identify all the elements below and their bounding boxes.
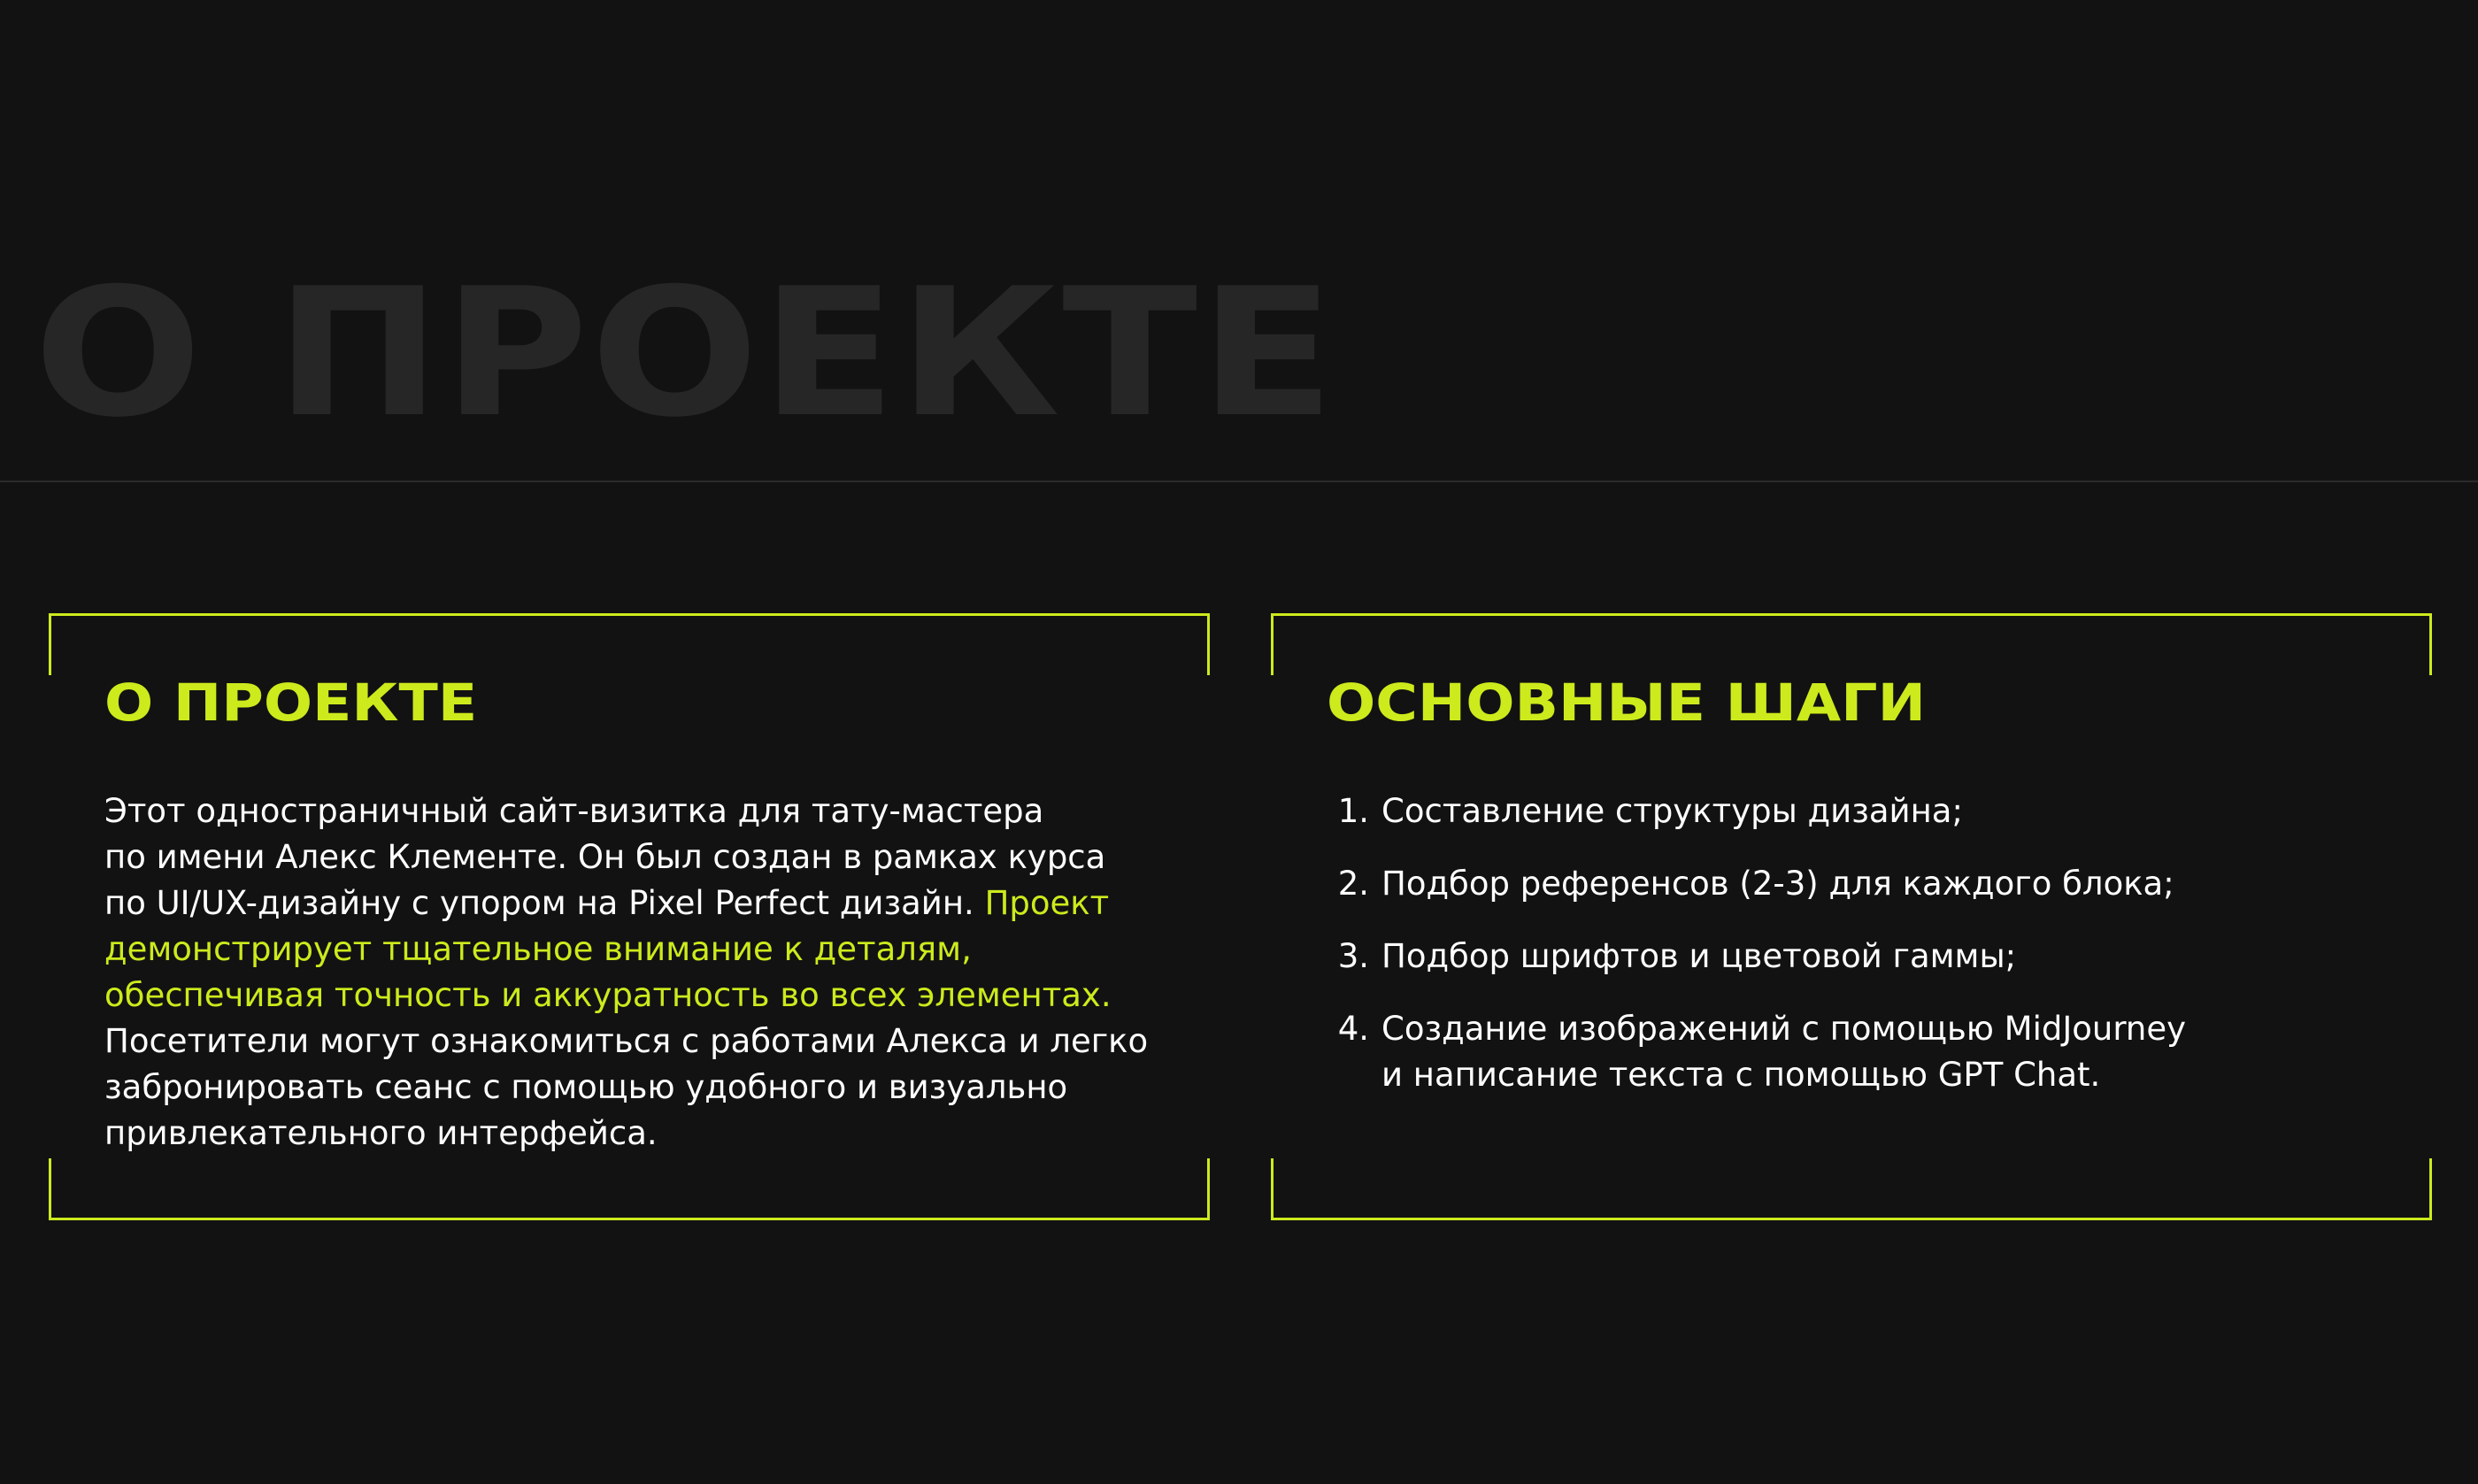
- step-item: [1327, 861, 2186, 907]
- step-number: 1.: [1337, 792, 1369, 830]
- step-item: [1327, 1006, 2186, 1098]
- frame-bottom: [1271, 1218, 2432, 1220]
- step-item: [1327, 934, 2186, 980]
- steps-card: [1271, 613, 2432, 1220]
- step-number: 3.: [1337, 937, 1369, 975]
- step-text-continued: и написание текста с помощью GPT Chat.: [1381, 1056, 2101, 1094]
- step-text: Подбор шрифтов и цветовой гаммы;: [1381, 937, 2017, 975]
- frame-corner-top-right: [2429, 613, 2432, 675]
- frame-corner-bottom-right: [2429, 1158, 2432, 1220]
- step-text: Составление структуры дизайна;: [1381, 792, 1963, 830]
- frame-bottom: [49, 1218, 1210, 1220]
- description-line: по имени Алекс Клементе. Он был создан в рамках курса: [104, 838, 1106, 876]
- hero-title: О ПРОЕКТЕ: [34, 250, 1337, 457]
- about-card: [49, 613, 1210, 1220]
- description-highlight: Проект: [984, 884, 1110, 922]
- description-highlight: демонстрирует тщательное внимание к деталям,: [104, 930, 972, 968]
- step-number: 4.: [1337, 1010, 1369, 1048]
- about-card-title: О ПРОЕКТЕ: [104, 673, 478, 733]
- step-text: Создание изображений с помощью MidJourney: [1381, 1010, 2187, 1048]
- description-highlight: обеспечивая точность и аккуратность во всех элементах.: [104, 976, 1112, 1014]
- frame-corner-top-right: [1207, 613, 1210, 675]
- step-text-multiline: [1381, 1006, 2186, 1098]
- description-line: Посетители могут ознакомиться с работами Алекса и легко: [104, 1022, 1149, 1060]
- description-line: привлекательного интерфейса.: [104, 1114, 658, 1152]
- description-line: [104, 880, 1166, 927]
- description-text: по UI/UX-дизайну с упором на Pixel Perfect дизайн.: [104, 884, 974, 922]
- frame-corner-bottom-right: [1207, 1158, 1210, 1220]
- frame-corner-top-left: [1271, 613, 1274, 675]
- step-text: Подбор референсов (2-3) для каждого блока;: [1381, 865, 2174, 903]
- steps-card-title: ОСНОВНЫЕ ШАГИ: [1327, 673, 1926, 733]
- frame-corner-bottom-left: [1271, 1158, 1274, 1220]
- section-divider: [0, 481, 2478, 482]
- frame-corner-top-left: [49, 613, 51, 675]
- frame-top: [1271, 613, 2432, 616]
- about-description: [104, 788, 1166, 1157]
- description-line: Этот одностраничный сайт-визитка для тату-мастера: [104, 792, 1044, 830]
- description-line: забронировать сеанс с помощью удобного и визуально: [104, 1068, 1068, 1106]
- frame-corner-bottom-left: [49, 1158, 51, 1220]
- frame-top: [49, 613, 1210, 616]
- step-number: 2.: [1337, 865, 1369, 903]
- step-item: [1327, 788, 2186, 834]
- steps-list: [1327, 788, 2186, 1125]
